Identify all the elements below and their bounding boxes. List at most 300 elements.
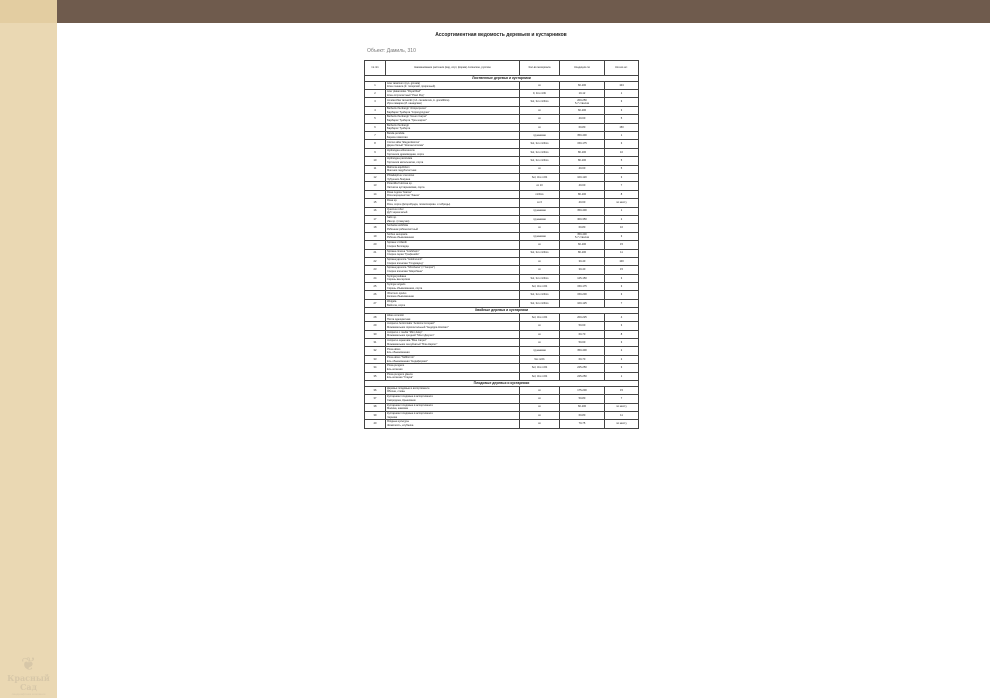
- latin-name: Viburnum opulus: [387, 291, 407, 295]
- table-row: [365, 190, 639, 198]
- cell-size: [560, 165, 605, 173]
- cell-size: [560, 257, 605, 265]
- latin-name: Hydrangea arborescens: [387, 148, 415, 152]
- latin-name: Cornus alba "Elegantissima": [387, 140, 420, 144]
- size-value: 125-150: [577, 276, 587, 280]
- cell-size: [560, 148, 605, 156]
- cell-quantity: 5: [605, 115, 639, 123]
- cell-size: [560, 364, 605, 372]
- russian-name: Лапчатка кустарниковая, сорта: [387, 186, 425, 190]
- cell-plant-name: [386, 283, 520, 291]
- russian-name: Клен гиннала (К. татарский, приречный): [387, 85, 436, 89]
- russian-name: Ель обыкновенная "Нидиформис": [387, 359, 429, 363]
- cell-plant-name: [386, 90, 520, 98]
- cell-quantity: 7: [605, 182, 639, 190]
- latin-name: Berberis thunbergii "Green Carpet": [387, 115, 428, 119]
- cell-size: [560, 140, 605, 148]
- cell-plant-name: [386, 106, 520, 114]
- header-material: Кол-во материала: [520, 61, 560, 76]
- size-value: 80-100: [577, 192, 587, 196]
- cell-material: грунаемая: [520, 207, 560, 215]
- table-row: [365, 173, 639, 181]
- latin-name: Acer platanoides "Royal Red": [387, 90, 421, 94]
- latin-name: Syringa josikaea: [387, 274, 407, 278]
- table-row: [365, 148, 639, 156]
- cell-material: Sol, 3хз mObcs: [520, 98, 560, 106]
- size-value: 40-60: [578, 201, 586, 205]
- cell-quantity: 15: [605, 266, 639, 274]
- cell-plant-name: [386, 190, 520, 198]
- cell-plant-name: [386, 199, 520, 207]
- table-row: [365, 411, 639, 419]
- cell-number: 4: [365, 106, 386, 114]
- table-row: [365, 283, 639, 291]
- cell-size: [560, 215, 605, 223]
- size-value: 50-60: [578, 340, 586, 344]
- cell-plant-name: [386, 81, 520, 89]
- cell-quantity: 2: [605, 355, 639, 363]
- cell-plant-name: [386, 132, 520, 140]
- logo-emblem-icon: ❦: [20, 654, 37, 675]
- cell-size: [560, 420, 605, 428]
- cell-material: co 6: [520, 199, 560, 207]
- latin-name: Кустарники плодовые в ассортименте: [387, 395, 433, 399]
- cell-number: 15: [365, 199, 386, 207]
- size-value: 60-80: [578, 125, 586, 129]
- latin-name: Кустарники плодовые в ассортименте: [387, 412, 433, 415]
- size-value: 150-175: [577, 284, 587, 288]
- cell-material: грунаемая: [520, 215, 560, 223]
- cell-material: грунаемая: [520, 232, 560, 240]
- latin-name: Spiraea japonica "Shirobana" (="Genpei"): [387, 266, 435, 270]
- russian-name: Дуб черешчатый: [387, 211, 408, 215]
- cell-material: co: [520, 386, 560, 394]
- size-value: 150-200: [577, 293, 587, 297]
- size-value: 40-60: [578, 117, 586, 121]
- size-value: 40-60: [578, 184, 586, 188]
- cell-size: [560, 372, 605, 380]
- header-plant-name: Наименование растения (вид, сорт, форма) латинское, русское: [386, 61, 520, 76]
- table-row: [365, 98, 639, 106]
- size-value: 30-40: [578, 268, 586, 272]
- table-row: [365, 132, 639, 140]
- latin-name: Potentilla fruticosa sp.: [387, 182, 413, 186]
- size-value: 80-100: [577, 159, 587, 163]
- russian-name: Гортензия метельчатая, сорта: [387, 160, 424, 164]
- table-row: [365, 386, 639, 394]
- cell-material: co: [520, 266, 560, 274]
- cell-number: 33: [365, 355, 386, 363]
- cell-plant-name: [386, 241, 520, 249]
- cell-number: 11: [365, 165, 386, 173]
- cell-quantity: 3: [605, 339, 639, 347]
- brand-logo: [2, 656, 55, 696]
- cell-size: [560, 224, 605, 232]
- header-size: Кондиция см: [560, 61, 605, 76]
- table-row: [365, 291, 639, 299]
- table-row: [365, 241, 639, 249]
- latin-name: Juniperus squamata "Blue Carpet": [387, 339, 427, 343]
- table-row: [365, 115, 639, 123]
- cell-plant-name: [386, 330, 520, 338]
- latin-name: Berberis thunbergii: [387, 123, 409, 127]
- cell-size: [560, 339, 605, 347]
- size-value: 60-80: [578, 413, 586, 417]
- cell-material: co: [520, 224, 560, 232]
- table-row: [365, 207, 639, 215]
- cell-quantity: 7: [605, 299, 639, 307]
- latin-name: Picea pungens: [387, 364, 405, 368]
- size-value: 60-100: [577, 108, 587, 112]
- cell-quantity: по месту: [605, 420, 639, 428]
- cell-number: 30: [365, 330, 386, 338]
- cell-size: [560, 157, 605, 165]
- cell-number: 27: [365, 299, 386, 307]
- cell-plant-name: [386, 347, 520, 355]
- table-row: [365, 257, 639, 265]
- cell-plant-name: [386, 355, 520, 363]
- size-value: 10-12: [578, 91, 586, 95]
- document-object-label: Объект: Дамиль, 310: [367, 48, 416, 54]
- table-row: [365, 182, 639, 190]
- cell-material: co: [520, 81, 560, 89]
- cell-plant-name: [386, 165, 520, 173]
- size-value: 60-70: [578, 357, 586, 361]
- cell-size: [560, 132, 605, 140]
- size-note: 5-7 стволов: [574, 102, 590, 106]
- cell-plant-name: [386, 182, 520, 190]
- cell-quantity: 1: [605, 132, 639, 140]
- table-row: [365, 157, 639, 165]
- cell-number: 5: [365, 115, 386, 123]
- latin-name: Picea abies "Nidiformis": [387, 355, 415, 359]
- russian-name: Сирень обыкновенная, сорта: [387, 286, 423, 290]
- cell-quantity: 3: [605, 106, 639, 114]
- cell-plant-name: [386, 372, 520, 380]
- cell-material: Sol, 3хз mObcs: [520, 157, 560, 165]
- latin-name: Betula pendula: [387, 132, 405, 136]
- cell-quantity: 15: [605, 386, 639, 394]
- cell-quantity: 15: [605, 241, 639, 249]
- cell-quantity: по месту: [605, 403, 639, 411]
- cell-plant-name: [386, 123, 520, 131]
- cell-number: 6: [365, 123, 386, 131]
- cell-plant-name: [386, 215, 520, 223]
- size-value: 350-400: [577, 232, 587, 236]
- cell-plant-name: [386, 274, 520, 282]
- cell-material: Sol, 3хз mOb: [520, 364, 560, 372]
- latin-name: Philadelphus x lemoinei: [387, 174, 415, 178]
- cell-material: co: [520, 106, 560, 114]
- cell-number: 18: [365, 224, 386, 232]
- latin-name: Деревья плодовые в ассортименте: [387, 386, 430, 390]
- latin-name: Picea abies: [387, 347, 401, 351]
- cell-material: Sol, 3хз mOb: [520, 372, 560, 380]
- latin-name: Berberis thunbergii "Atropurpurea": [387, 106, 427, 110]
- russian-name: Ива sp. (плакучая): [387, 219, 410, 223]
- cell-number: 19: [365, 232, 386, 240]
- russian-name: Барбарис Тунберга: [387, 127, 411, 131]
- cell-quantity: 5: [605, 157, 639, 165]
- cell-quantity: 3: [605, 291, 639, 299]
- cell-size: [560, 81, 605, 89]
- russian-name: Яблони, сливы: [387, 390, 406, 394]
- latin-name: Hydrangea paniculata: [387, 157, 413, 161]
- document-title: Ассортиментная ведомость деревьев и кустарников: [435, 32, 567, 38]
- size-value: 60-100: [577, 243, 587, 246]
- cell-material: co: [520, 123, 560, 131]
- size-value: 60-100: [577, 405, 587, 409]
- russian-name: Можжевельник горизонтальный "Андорра Компакт": [387, 326, 449, 329]
- cell-size: [560, 299, 605, 307]
- size-value: 225-250: [577, 366, 587, 370]
- russian-name: Чубушник Лемуана: [387, 177, 411, 181]
- cell-material: co: [520, 257, 560, 265]
- cell-size: [560, 173, 605, 181]
- cell-quantity: 3: [605, 140, 639, 148]
- cell-plant-name: [386, 148, 520, 156]
- size-value: 350-400: [577, 349, 587, 353]
- russian-name: Гортензия древовидная, сорта: [387, 152, 424, 156]
- latin-name: Mahonia aquifolium: [387, 165, 410, 169]
- cell-number: 39: [365, 411, 386, 419]
- table-row: [365, 395, 639, 403]
- russian-name: Вейгела, сорта: [387, 303, 406, 307]
- russian-name: Пихта одноцветная: [387, 317, 411, 321]
- cell-size: [560, 291, 605, 299]
- top-banner: [0, 0, 990, 23]
- cell-quantity: по месту: [605, 199, 639, 207]
- table-row: [365, 232, 639, 240]
- cell-quantity: 2: [605, 215, 639, 223]
- cell-material: Sol, 3хз mOb: [520, 283, 560, 291]
- cell-material: co: [520, 403, 560, 411]
- russian-name: Малина, ежевика: [387, 407, 408, 411]
- cell-material: 9, 3хз mOb: [520, 90, 560, 98]
- cell-number: 12: [365, 173, 386, 181]
- table-row: [365, 313, 639, 321]
- table-row: [365, 81, 639, 89]
- table-row: [365, 90, 639, 98]
- latin-name: Weigela: [387, 299, 397, 303]
- latin-name: Spiraea x billardii: [387, 241, 407, 245]
- cell-plant-name: [386, 266, 520, 274]
- size-value: 100-120: [577, 175, 587, 179]
- size-value: 225-250: [577, 374, 587, 378]
- cell-plant-name: [386, 207, 520, 215]
- cell-material: co: [520, 165, 560, 173]
- cell-plant-name: [386, 299, 520, 307]
- cell-number: 3: [365, 98, 386, 106]
- russian-name: Роза морщинистая "Ханза": [387, 194, 420, 198]
- table-header-row: [365, 61, 639, 76]
- cell-size: [560, 313, 605, 321]
- cell-number: 25: [365, 283, 386, 291]
- cell-quantity: 5: [605, 165, 639, 173]
- cell-plant-name: [386, 232, 520, 240]
- latin-name: Spiraea japonica "Goldmound": [387, 257, 423, 261]
- size-value: 70-75: [578, 422, 586, 426]
- size-value: 50-60: [578, 324, 586, 328]
- russian-name: Барбарис Тунберга "Грин карпет": [387, 118, 428, 122]
- cell-size: [560, 115, 605, 123]
- table-row: [365, 266, 639, 274]
- cell-material: co: [520, 411, 560, 419]
- table-row: [365, 372, 639, 380]
- cell-quantity: 11: [605, 411, 639, 419]
- cell-material: mObcs: [520, 190, 560, 198]
- cell-size: [560, 182, 605, 190]
- table-row: [365, 199, 639, 207]
- cell-material: Sol, 3хз mOb: [520, 173, 560, 181]
- cell-quantity: 3: [605, 232, 639, 240]
- cell-quantity: 3: [605, 98, 639, 106]
- russian-name: Береза повислая: [387, 135, 408, 139]
- cell-material: co 10: [520, 182, 560, 190]
- latin-name: Кустарники плодовые в ассортименте: [387, 403, 433, 407]
- cell-material: co: [520, 241, 560, 249]
- cell-number: 13: [365, 182, 386, 190]
- table-row: [365, 322, 639, 330]
- russian-name: Можжевельник средний "Минт Джулеп": [387, 334, 435, 338]
- cell-number: 40: [365, 420, 386, 428]
- russian-name: Можжевельник чешуйчатый "Блю Карпет": [387, 342, 438, 346]
- table-row: [365, 249, 639, 257]
- cell-number: 23: [365, 266, 386, 274]
- cell-quantity: 104: [605, 81, 639, 89]
- russian-name: Спирея серая "Грефшейм": [387, 253, 420, 257]
- table-row: [365, 355, 639, 363]
- latin-name: Picea pungens glauca: [387, 372, 413, 376]
- cell-number: 17: [365, 215, 386, 223]
- cell-quantity: 3: [605, 283, 639, 291]
- russian-name: Спирея японская "Голдмаунд": [387, 261, 424, 265]
- cell-number: 9: [365, 148, 386, 156]
- russian-name: Спирея Билларда: [387, 244, 409, 248]
- cell-number: 22: [365, 257, 386, 265]
- cell-number: 1: [365, 81, 386, 89]
- cell-number: 38: [365, 403, 386, 411]
- size-value: 80-100: [577, 150, 587, 154]
- latin-name: Spiraea cinerea "Grefsheim": [387, 249, 420, 253]
- cell-quantity: 11: [605, 249, 639, 257]
- latin-name: Ягодные культуры: [387, 420, 409, 424]
- cell-quantity: 3: [605, 322, 639, 330]
- brand-name: Красный Сад: [7, 673, 50, 692]
- cell-plant-name: [386, 140, 520, 148]
- cell-material: co: [520, 115, 560, 123]
- cell-number: 16: [365, 207, 386, 215]
- header-number: № п/п: [365, 61, 386, 76]
- cell-size: [560, 199, 605, 207]
- cell-material: Sol, 3хз mObcs: [520, 291, 560, 299]
- cell-number: 2: [365, 90, 386, 98]
- cell-size: [560, 330, 605, 338]
- section-title: Плодовые деревья и кустарники: [365, 381, 639, 387]
- table-row: [365, 224, 639, 232]
- cell-plant-name: [386, 420, 520, 428]
- cell-plant-name: [386, 395, 520, 403]
- size-value: 350-400: [577, 209, 587, 213]
- cell-material: Sol, 3хз mObcs: [520, 274, 560, 282]
- russian-name: Ель обыкновенная: [387, 351, 410, 355]
- section-title: Лиственные деревья и кустарники: [365, 76, 639, 82]
- cell-plant-name: [386, 364, 520, 372]
- cell-number: 31: [365, 339, 386, 347]
- cell-quantity: 1: [605, 372, 639, 380]
- cell-quantity: 1: [605, 207, 639, 215]
- table-row: [365, 140, 639, 148]
- cell-material: грунаемая: [520, 132, 560, 140]
- latin-name: Sorbus aucuparia: [387, 232, 408, 236]
- cell-number: 37: [365, 395, 386, 403]
- size-value: 40-60: [578, 167, 586, 171]
- russian-name: Калина обыкновенная: [387, 295, 414, 299]
- cell-material: Sol, 3хз mObcs: [520, 299, 560, 307]
- russian-name: Сирень венгерская: [387, 278, 411, 282]
- size-value: 30-40: [578, 259, 586, 263]
- cell-number: 35: [365, 372, 386, 380]
- cell-quantity: 3: [605, 274, 639, 282]
- russian-name: Барбарис Тунберга "Атропурпуреа": [387, 110, 430, 114]
- size-value: 60-100: [577, 83, 587, 87]
- cell-quantity: 3: [605, 364, 639, 372]
- russian-name: Клен остролистный "Роял Ред": [387, 93, 425, 97]
- cell-material: 9хз mOb: [520, 355, 560, 363]
- russian-name: Ель колючая "Глаука": [387, 376, 414, 380]
- cell-plant-name: [386, 339, 520, 347]
- cell-material: co: [520, 395, 560, 403]
- assortment-table: [364, 60, 639, 429]
- cell-quantity: 10: [605, 224, 639, 232]
- size-value: 300-350: [577, 217, 587, 221]
- cell-size: [560, 232, 605, 240]
- cell-size: [560, 395, 605, 403]
- cell-plant-name: [386, 322, 520, 330]
- cell-size: [560, 386, 605, 394]
- table-row: [365, 299, 639, 307]
- cell-quantity: 4: [605, 313, 639, 321]
- latin-name: Sorbaria sorbifolia: [387, 224, 408, 228]
- cell-number: 32: [365, 347, 386, 355]
- cell-number: 7: [365, 132, 386, 140]
- cell-size: [560, 411, 605, 419]
- russian-name: Ирга ламарка (И. канадская): [387, 102, 422, 106]
- cell-plant-name: [386, 157, 520, 165]
- section-title: Хвойные деревья и кустарники: [365, 308, 639, 314]
- cell-size: [560, 190, 605, 198]
- russian-name: Черника: [387, 415, 398, 419]
- cell-number: 34: [365, 364, 386, 372]
- table-row: [365, 364, 639, 372]
- cell-size: [560, 274, 605, 282]
- size-value: 80-100: [577, 251, 587, 255]
- latin-name: Acer tataricum (syn. ginnala): [387, 81, 421, 85]
- table-row: [365, 106, 639, 114]
- cell-number: 14: [365, 190, 386, 198]
- size-value: 200-225: [577, 315, 587, 319]
- cell-plant-name: [386, 403, 520, 411]
- cell-number: 36: [365, 386, 386, 394]
- russian-name: Рябина обыкновенная: [387, 236, 414, 240]
- table-body: [365, 76, 639, 429]
- cell-material: Sol, 3хз mObcs: [520, 249, 560, 257]
- latin-name: Salix sp.: [387, 216, 397, 220]
- cell-material: co: [520, 339, 560, 347]
- size-value: 175-200: [577, 388, 587, 392]
- latin-name: Amelanchier lamarckii (=A. canadensis, A. grandiflora): [387, 98, 450, 102]
- cell-size: [560, 123, 605, 131]
